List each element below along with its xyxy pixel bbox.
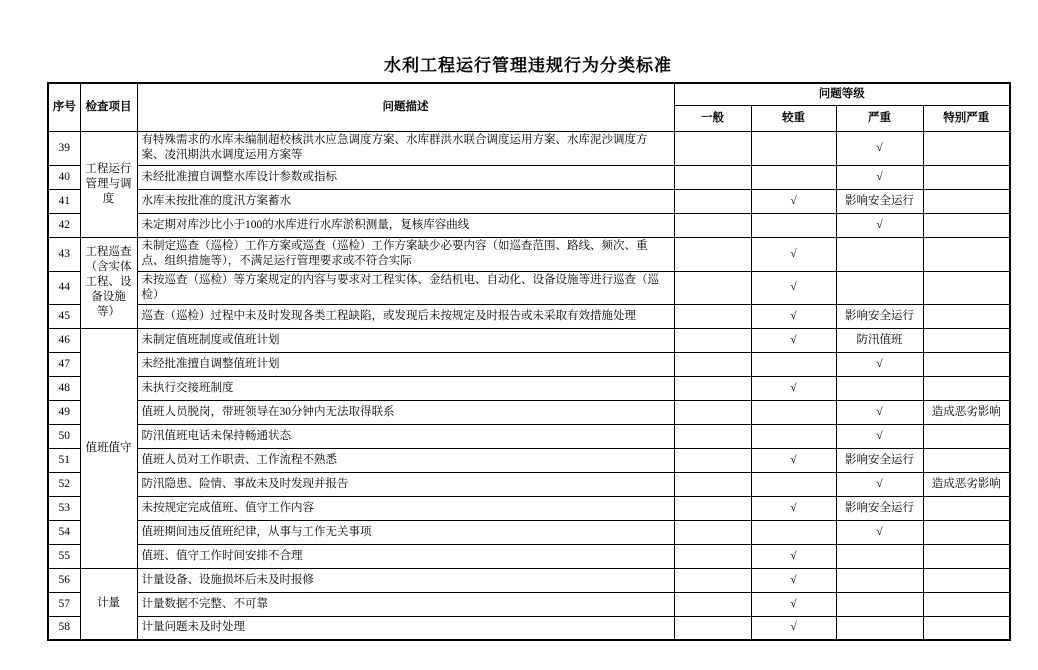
table-row xyxy=(48,616,1010,640)
level-cell-general xyxy=(674,616,751,640)
level-cell-severe: 影响安全运行 xyxy=(836,304,923,328)
table-row xyxy=(48,520,1010,544)
table-row xyxy=(48,448,1010,472)
seq-cell: 50 xyxy=(48,424,80,448)
seq-cell: 43 xyxy=(48,237,80,271)
seq-cell: 56 xyxy=(48,568,80,592)
seq-cell: 58 xyxy=(48,616,80,640)
table-row xyxy=(48,165,1010,189)
level-cell-general xyxy=(674,376,751,400)
table-row xyxy=(48,400,1010,424)
level-cell-moderate: √ xyxy=(751,304,836,328)
table-row xyxy=(48,496,1010,520)
table-row xyxy=(48,544,1010,568)
table-row xyxy=(48,376,1010,400)
level-cell-extreme xyxy=(923,328,1010,352)
description-cell: 值班人员脱岗，带班领导在30分钟内无法取得联系 xyxy=(137,400,674,424)
level-cell-extreme xyxy=(923,304,1010,328)
seq-cell: 48 xyxy=(48,376,80,400)
seq-cell: 47 xyxy=(48,352,80,376)
level-cell-general xyxy=(674,448,751,472)
level-cell-general xyxy=(674,352,751,376)
seq-cell: 51 xyxy=(48,448,80,472)
level-cell-severe: √ xyxy=(836,424,923,448)
level-cell-severe: √ xyxy=(836,352,923,376)
level-cell-severe: √ xyxy=(836,213,923,237)
description-cell: 未按巡查（巡检）等方案规定的内容与要求对工程实体、金结机电、自动化、设备设施等进行巡查（巡检） xyxy=(137,271,674,304)
table-row xyxy=(48,304,1010,328)
level-cell-moderate xyxy=(751,352,836,376)
level-cell-moderate: √ xyxy=(751,237,836,271)
level-cell-general xyxy=(674,237,751,271)
level-cell-general xyxy=(674,131,751,165)
description-cell: 计量设备、设施损坏后未及时报修 xyxy=(137,568,674,592)
level-cell-moderate: √ xyxy=(751,448,836,472)
level-cell-general xyxy=(674,520,751,544)
header-row-group xyxy=(48,83,1010,105)
level-cell-general xyxy=(674,568,751,592)
description-cell: 巡查（巡检）过程中未及时发现各类工程缺陷，或发现后未按规定及时报告或未采取有效措施处理 xyxy=(137,304,674,328)
level-cell-general xyxy=(674,189,751,213)
level-cell-general xyxy=(674,271,751,304)
level-cell-extreme xyxy=(923,352,1010,376)
level-cell-severe xyxy=(836,376,923,400)
level-cell-extreme xyxy=(923,376,1010,400)
description-cell: 未执行交接班制度 xyxy=(137,376,674,400)
description-cell: 未定期对库沙比小于100的水库进行水库淤积测量，复核库容曲线 xyxy=(137,213,674,237)
seq-cell: 55 xyxy=(48,544,80,568)
level-cell-moderate: √ xyxy=(751,592,836,616)
table-row xyxy=(48,472,1010,496)
seq-cell: 52 xyxy=(48,472,80,496)
level-cell-extreme xyxy=(923,424,1010,448)
level-cell-general xyxy=(674,165,751,189)
table-row xyxy=(48,592,1010,616)
level-cell-extreme xyxy=(923,496,1010,520)
level-cell-severe xyxy=(836,271,923,304)
level-cell-moderate: √ xyxy=(751,271,836,304)
level-cell-severe xyxy=(836,237,923,271)
level-cell-extreme: 造成恶劣影响 xyxy=(923,400,1010,424)
description-cell: 计量数据不完整、不可靠 xyxy=(137,592,674,616)
header-level-group: 问题等级 xyxy=(674,83,1010,105)
level-cell-severe: 影响安全运行 xyxy=(836,496,923,520)
level-cell-moderate: √ xyxy=(751,328,836,352)
seq-cell: 57 xyxy=(48,592,80,616)
level-cell-severe xyxy=(836,592,923,616)
level-cell-severe: √ xyxy=(836,520,923,544)
description-cell: 防汛值班电话未保持畅通状态 xyxy=(137,424,674,448)
level-cell-moderate xyxy=(751,520,836,544)
description-cell: 值班、值守工作时间安排不合理 xyxy=(137,544,674,568)
level-cell-extreme xyxy=(923,544,1010,568)
table-row xyxy=(48,189,1010,213)
table-row xyxy=(48,271,1010,304)
header-level-moderate: 较重 xyxy=(751,105,836,131)
level-cell-moderate xyxy=(751,213,836,237)
table-row xyxy=(48,352,1010,376)
table-row xyxy=(48,213,1010,237)
description-cell: 水库未按批准的度汛方案蓄水 xyxy=(137,189,674,213)
description-cell: 未制定巡查（巡检）工作方案或巡查（巡检）工作方案缺少必要内容（如巡查范围、路线、频次、重点、组织措施等），不满足运行管理要求或不符合实际 xyxy=(137,237,674,271)
seq-cell: 54 xyxy=(48,520,80,544)
header-category: 检查项目 xyxy=(80,83,137,131)
level-cell-moderate xyxy=(751,472,836,496)
level-cell-moderate xyxy=(751,165,836,189)
category-cell: 计量 xyxy=(80,568,137,640)
level-cell-moderate: √ xyxy=(751,496,836,520)
level-cell-general xyxy=(674,400,751,424)
level-cell-moderate xyxy=(751,424,836,448)
level-cell-moderate xyxy=(751,400,836,424)
seq-cell: 53 xyxy=(48,496,80,520)
level-cell-severe xyxy=(836,568,923,592)
level-cell-severe: 影响安全运行 xyxy=(836,448,923,472)
violation-classification-table xyxy=(47,82,1011,641)
level-cell-general xyxy=(674,472,751,496)
level-cell-extreme xyxy=(923,271,1010,304)
level-cell-extreme xyxy=(923,592,1010,616)
category-cell: 工程巡查（含实体工程、设备设施等） xyxy=(80,237,137,328)
table-row xyxy=(48,328,1010,352)
description-cell: 未制定值班制度或值班计划 xyxy=(137,328,674,352)
level-cell-extreme xyxy=(923,616,1010,640)
table-row xyxy=(48,237,1010,271)
level-cell-general xyxy=(674,304,751,328)
description-cell: 值班期间违反值班纪律，从事与工作无关事项 xyxy=(137,520,674,544)
level-cell-severe: √ xyxy=(836,400,923,424)
level-cell-general xyxy=(674,592,751,616)
level-cell-general xyxy=(674,213,751,237)
level-cell-extreme xyxy=(923,131,1010,165)
description-cell: 未经批准擅自调整值班计划 xyxy=(137,352,674,376)
level-cell-moderate: √ xyxy=(751,189,836,213)
seq-cell: 45 xyxy=(48,304,80,328)
level-cell-extreme xyxy=(923,165,1010,189)
seq-cell: 40 xyxy=(48,165,80,189)
header-level-severe: 严重 xyxy=(836,105,923,131)
seq-cell: 44 xyxy=(48,271,80,304)
level-cell-severe: 影响安全运行 xyxy=(836,189,923,213)
seq-cell: 41 xyxy=(48,189,80,213)
level-cell-severe: √ xyxy=(836,165,923,189)
seq-cell: 49 xyxy=(48,400,80,424)
level-cell-extreme xyxy=(923,213,1010,237)
level-cell-moderate: √ xyxy=(751,616,836,640)
seq-cell: 39 xyxy=(48,131,80,165)
description-cell: 未经批准擅自调整水库设计参数或指标 xyxy=(137,165,674,189)
level-cell-general xyxy=(674,496,751,520)
category-cell: 值班值守 xyxy=(80,328,137,568)
description-cell: 未按规定完成值班、值守工作内容 xyxy=(137,496,674,520)
category-cell: 工程运行管理与调度 xyxy=(80,131,137,237)
description-cell: 有特殊需求的水库未编制超校核洪水应急调度方案、水库群洪水联合调度运用方案、水库泥沙调度方案、凌汛期洪水调度运用方案等 xyxy=(137,131,674,165)
table-row xyxy=(48,424,1010,448)
description-cell: 防汛隐患、险情、事故未及时发现并报告 xyxy=(137,472,674,496)
level-cell-moderate: √ xyxy=(751,376,836,400)
level-cell-general xyxy=(674,544,751,568)
level-cell-extreme xyxy=(923,520,1010,544)
seq-cell: 42 xyxy=(48,213,80,237)
level-cell-extreme xyxy=(923,448,1010,472)
seq-cell: 46 xyxy=(48,328,80,352)
level-cell-moderate xyxy=(751,131,836,165)
header-level-general: 一般 xyxy=(674,105,751,131)
level-cell-severe: 防汛值班 xyxy=(836,328,923,352)
description-cell: 值班人员对工作职责、工作流程不熟悉 xyxy=(137,448,674,472)
level-cell-moderate: √ xyxy=(751,568,836,592)
header-description: 问题描述 xyxy=(137,83,674,131)
level-cell-severe: √ xyxy=(836,131,923,165)
description-cell: 计量问题未及时处理 xyxy=(137,616,674,640)
level-cell-extreme xyxy=(923,237,1010,271)
level-cell-moderate: √ xyxy=(751,544,836,568)
level-cell-general xyxy=(674,328,751,352)
level-cell-severe xyxy=(836,544,923,568)
level-cell-extreme: 造成恶劣影响 xyxy=(923,472,1010,496)
header-level-extreme: 特别严重 xyxy=(923,105,1010,131)
level-cell-severe: √ xyxy=(836,472,923,496)
table-row xyxy=(48,568,1010,592)
level-cell-extreme xyxy=(923,568,1010,592)
header-seq: 序号 xyxy=(48,83,80,131)
level-cell-general xyxy=(674,424,751,448)
page-title: 水利工程运行管理违规行为分类标准 xyxy=(384,56,672,75)
level-cell-severe xyxy=(836,616,923,640)
level-cell-extreme xyxy=(923,189,1010,213)
table-row xyxy=(48,131,1010,165)
